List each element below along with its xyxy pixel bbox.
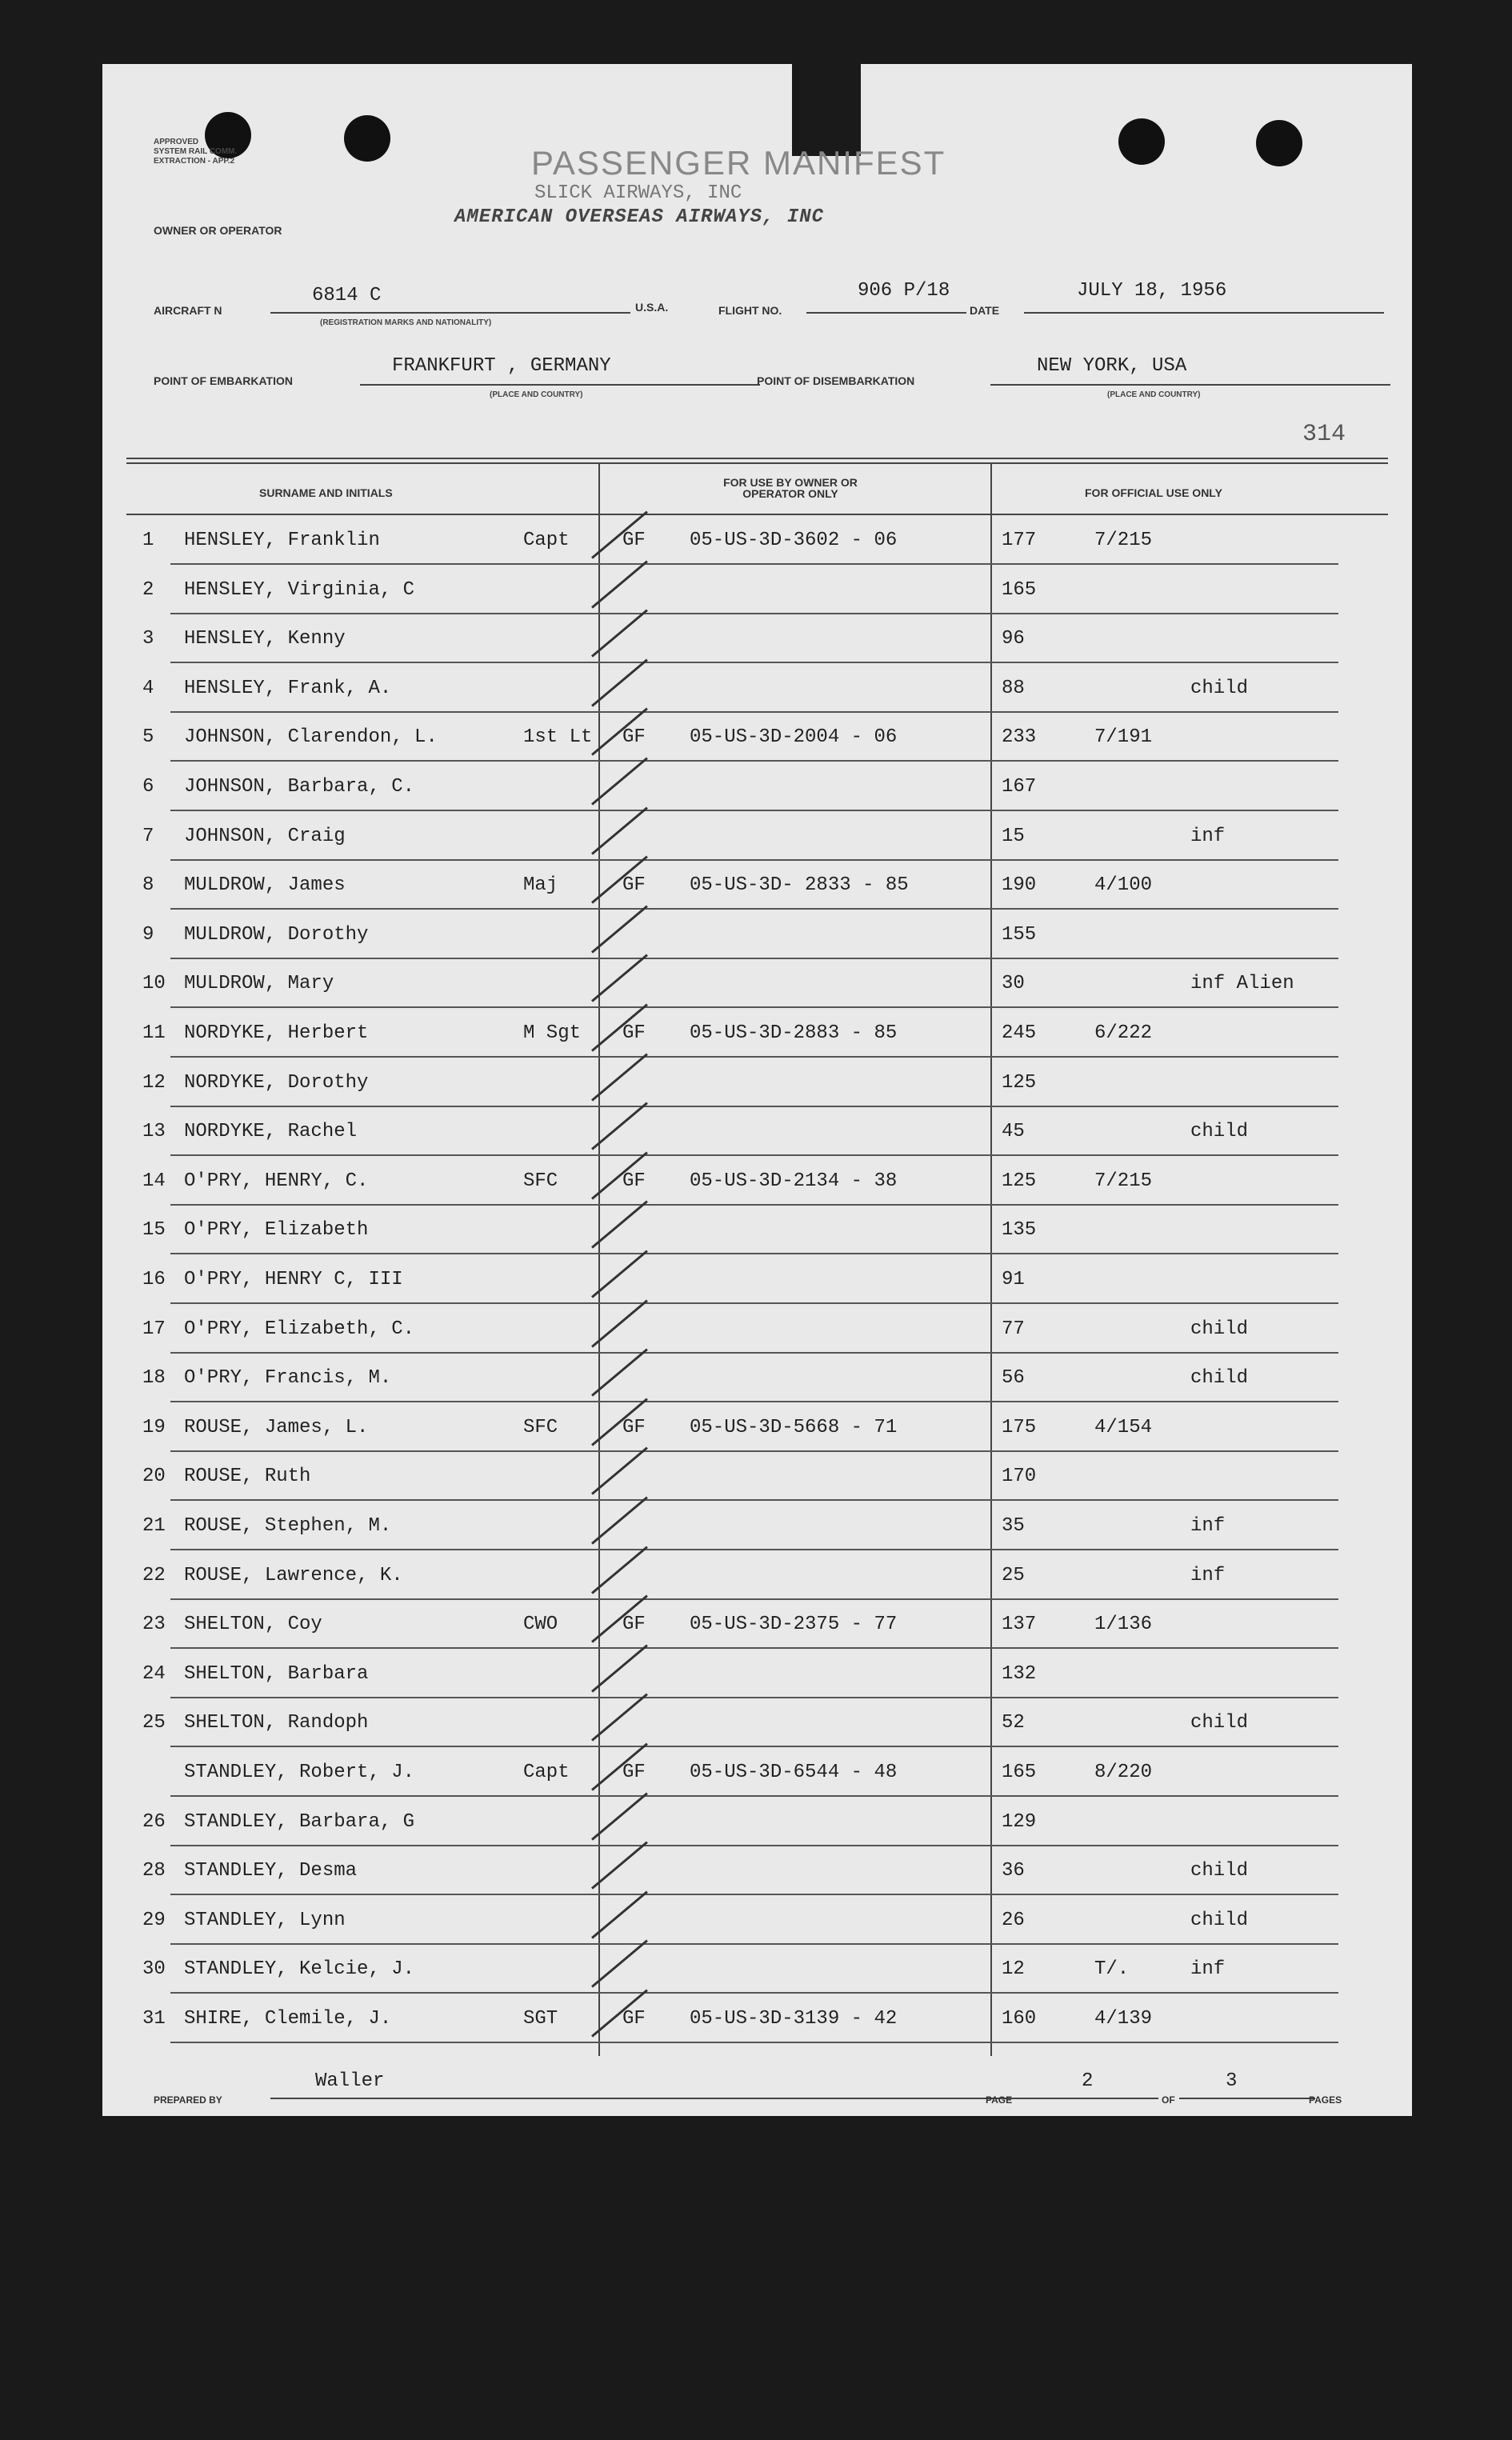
- cell-w: 125: [1002, 1071, 1037, 1094]
- punch-hole: [1118, 118, 1165, 165]
- cell-n: 20: [142, 1466, 166, 1488]
- cell-note: child: [1190, 1318, 1249, 1340]
- cell-n: 28: [142, 1860, 166, 1882]
- cell-w: 77: [1002, 1318, 1025, 1340]
- check-mark: [591, 1890, 648, 1938]
- cell-w: 155: [1002, 923, 1037, 946]
- cell-note: inf: [1190, 825, 1226, 847]
- cell-w: 190: [1002, 874, 1037, 897]
- cell-n: 13: [142, 1121, 166, 1143]
- cell-o: 7/191: [1094, 726, 1153, 749]
- flight-number: 906 P/18: [858, 280, 950, 302]
- table-row: [102, 1008, 1412, 1058]
- cell-o: 7/215: [1094, 530, 1153, 551]
- table-row: [102, 1944, 1412, 1994]
- table-row: [102, 1649, 1412, 1698]
- cell-n: 24: [142, 1662, 166, 1685]
- cell-w: 36: [1002, 1860, 1025, 1882]
- table-row: [102, 1254, 1412, 1304]
- cell-n: 5: [142, 726, 154, 749]
- cell-n: 26: [142, 1810, 166, 1833]
- cell-name: NORDYKE, Dorothy: [184, 1071, 369, 1094]
- underline: [1179, 2098, 1315, 2099]
- check-mark: [591, 560, 648, 608]
- table-row: [102, 565, 1412, 614]
- cell-name: JOHNSON, Barbara, C.: [184, 776, 415, 798]
- cell-name: NORDYKE, Rachel: [184, 1121, 358, 1143]
- of-label: OF: [1162, 2094, 1175, 2106]
- cell-n: 15: [142, 1219, 166, 1242]
- cell-note: inf Alien: [1190, 973, 1294, 995]
- cell-o: 4/139: [1094, 2008, 1153, 2030]
- cell-code: 05-US-3D-3602 - 06: [690, 530, 898, 551]
- cell-note: child: [1190, 1909, 1249, 1931]
- cell-n: 21: [142, 1515, 166, 1537]
- manifest-page: [102, 64, 1412, 2116]
- cell-note: inf: [1190, 1515, 1226, 1537]
- table-row: [102, 762, 1412, 811]
- cell-w: 45: [1002, 1121, 1025, 1143]
- cell-name: STANDLEY, Desma: [184, 1860, 358, 1882]
- cell-note: child: [1190, 1860, 1249, 1882]
- cell-n: 6: [142, 776, 154, 798]
- cell-o: 6/222: [1094, 1022, 1153, 1044]
- table-row: [102, 1550, 1412, 1600]
- table-row: [102, 1895, 1412, 1945]
- table-row: [102, 1058, 1412, 1107]
- pages-label: PAGES: [1309, 2094, 1342, 2106]
- registration-note: (REGISTRATION MARKS AND NATIONALITY): [320, 318, 492, 327]
- check-mark: [591, 1940, 648, 1988]
- cell-code: 05-US-3D-6544 - 48: [690, 1762, 898, 1783]
- check-mark: [591, 1644, 648, 1692]
- cell-w: 26: [1002, 1909, 1025, 1931]
- aircraft-number: 6814 C: [312, 285, 382, 306]
- cell-name: O'PRY, Elizabeth: [184, 1219, 369, 1242]
- cell-name: HENSLEY, Franklin: [184, 530, 380, 551]
- cell-w: 91: [1002, 1269, 1025, 1290]
- table-row: [102, 1451, 1412, 1501]
- cell-o: 8/220: [1094, 1762, 1153, 1783]
- table-row: [102, 1156, 1412, 1206]
- cell-note: child: [1190, 1121, 1249, 1143]
- cell-w: 165: [1002, 578, 1037, 601]
- page-stamp: 314: [1302, 421, 1346, 448]
- cell-name: SHELTON, Randoph: [184, 1712, 369, 1734]
- underline: [270, 2098, 1158, 2099]
- cell-code: 05-US-3D- 2833 - 85: [690, 874, 909, 897]
- cell-name: HENSLEY, Frank, A.: [184, 677, 392, 699]
- cell-w: 96: [1002, 628, 1025, 650]
- table-row: [102, 1353, 1412, 1402]
- disembark-value: NEW YORK, USA: [1037, 355, 1187, 377]
- table-row: [102, 614, 1412, 663]
- cell-name: MULDROW, Dorothy: [184, 923, 369, 946]
- cell-rank: M Sgt: [523, 1022, 582, 1044]
- cell-n: 10: [142, 973, 166, 995]
- flight-date: JULY 18, 1956: [1077, 280, 1227, 302]
- cell-gf: GF: [622, 1022, 646, 1044]
- table-row: [102, 958, 1412, 1008]
- cell-gf: GF: [622, 1416, 646, 1438]
- table-row: [102, 1501, 1412, 1550]
- cell-w: 15: [1002, 825, 1025, 847]
- cell-gf: GF: [622, 1170, 646, 1192]
- cell-w: 12: [1002, 1958, 1025, 1981]
- check-mark: [591, 1694, 648, 1742]
- table-row: [102, 1599, 1412, 1649]
- usa-label: U.S.A.: [635, 301, 669, 314]
- cell-n: 1: [142, 530, 154, 551]
- cell-name: ROUSE, James, L.: [184, 1416, 369, 1438]
- table-row: [102, 1846, 1412, 1895]
- punch-hole: [344, 115, 390, 162]
- cell-o: T/.: [1094, 1958, 1130, 1981]
- cell-code: 05-US-3D-2883 - 85: [690, 1022, 898, 1044]
- cell-w: 135: [1002, 1219, 1037, 1242]
- cell-name: NORDYKE, Herbert: [184, 1022, 369, 1044]
- cell-gf: GF: [622, 874, 646, 897]
- check-mark: [591, 1842, 648, 1890]
- check-mark: [591, 905, 648, 953]
- cell-o: 7/215: [1094, 1170, 1153, 1192]
- check-mark: [591, 1792, 648, 1840]
- cell-note: child: [1190, 1367, 1249, 1390]
- table-row: [102, 663, 1412, 713]
- cell-n: 19: [142, 1416, 166, 1438]
- check-mark: [591, 1053, 648, 1101]
- cell-gf: GF: [622, 2008, 646, 2030]
- owner-label: OWNER OR OPERATOR: [154, 224, 282, 237]
- cell-w: 177: [1002, 530, 1037, 551]
- cell-name: SHELTON, Coy: [184, 1614, 322, 1636]
- cell-code: 05-US-3D-2375 - 77: [690, 1614, 898, 1636]
- page-total: 3: [1226, 2070, 1238, 2092]
- table-row: [102, 1698, 1412, 1747]
- cell-name: SHIRE, Clemile, J.: [184, 2008, 392, 2030]
- check-mark: [591, 954, 648, 1002]
- row-rule: [170, 2042, 1338, 2043]
- underline: [806, 312, 966, 314]
- cell-rank: Capt: [523, 530, 570, 551]
- page-title: PASSENGER MANIFEST: [531, 144, 946, 182]
- cell-name: ROUSE, Lawrence, K.: [184, 1564, 403, 1586]
- underline: [360, 384, 760, 386]
- table-row: [102, 1994, 1412, 2043]
- cell-name: ROUSE, Ruth: [184, 1466, 311, 1488]
- table-row: [102, 811, 1412, 861]
- flight-label: FLIGHT NO.: [718, 304, 782, 317]
- cell-w: 30: [1002, 973, 1025, 995]
- cell-w: 125: [1002, 1170, 1037, 1192]
- cell-n: 4: [142, 677, 154, 699]
- cell-n: 23: [142, 1614, 166, 1636]
- cell-note: inf: [1190, 1564, 1226, 1586]
- cell-w: 245: [1002, 1022, 1037, 1044]
- check-mark: [591, 1546, 648, 1594]
- aircraft-label: AIRCRAFT N: [154, 304, 222, 317]
- cell-w: 170: [1002, 1466, 1037, 1488]
- cell-name: HENSLEY, Kenny: [184, 628, 346, 650]
- check-mark: [591, 758, 648, 806]
- cell-n: 22: [142, 1564, 166, 1586]
- cell-w: 137: [1002, 1614, 1037, 1636]
- cell-n: 9: [142, 923, 154, 946]
- check-mark: [591, 1201, 648, 1249]
- check-mark: [591, 1497, 648, 1545]
- cell-n: 2: [142, 578, 154, 601]
- cell-note: inf: [1190, 1958, 1226, 1981]
- cell-note: child: [1190, 677, 1249, 699]
- check-mark: [591, 1447, 648, 1495]
- cell-w: 160: [1002, 2008, 1037, 2030]
- embark-value: FRANKFURT , GERMANY: [392, 355, 611, 377]
- cell-o: 4/154: [1094, 1416, 1153, 1438]
- cell-o: 1/136: [1094, 1614, 1153, 1636]
- embark-label: POINT OF EMBARKATION: [154, 374, 293, 387]
- table-row: [102, 1106, 1412, 1156]
- check-mark: [591, 658, 648, 706]
- cell-w: 175: [1002, 1416, 1037, 1438]
- disembark-label: POINT OF DISEMBARKATION: [757, 374, 915, 387]
- table-row: [102, 910, 1412, 959]
- cell-w: 52: [1002, 1712, 1025, 1734]
- cell-name: O'PRY, Elizabeth, C.: [184, 1318, 415, 1340]
- carrier-overtype: AMERICAN OVERSEAS AIRWAYS, INC: [454, 206, 825, 228]
- cell-w: 56: [1002, 1367, 1025, 1390]
- underline: [270, 312, 630, 314]
- cell-name: STANDLEY, Barbara, G: [184, 1810, 415, 1833]
- cell-rank: SFC: [523, 1170, 558, 1192]
- table-top-rule: [126, 458, 1388, 459]
- cell-name: JOHNSON, Craig: [184, 825, 346, 847]
- cell-gf: GF: [622, 1614, 646, 1636]
- approval-note: APPROVED SYSTEM RAIL COMM. EXTRACTION - APP.2: [154, 138, 238, 166]
- table-row: [102, 712, 1412, 762]
- cell-w: 25: [1002, 1564, 1025, 1586]
- cell-name: O'PRY, HENRY, C.: [184, 1170, 369, 1192]
- cell-n: 8: [142, 874, 154, 897]
- cell-w: 233: [1002, 726, 1037, 749]
- cell-name: STANDLEY, Kelcie, J.: [184, 1958, 415, 1981]
- cell-name: JOHNSON, Clarendon, L.: [184, 726, 438, 749]
- cell-rank: Maj: [523, 874, 558, 897]
- cell-n: 12: [142, 1071, 166, 1094]
- cell-n: 3: [142, 628, 154, 650]
- place-note-2: (PLACE AND COUNTRY): [1107, 390, 1201, 399]
- cell-name: STANDLEY, Robert, J.: [184, 1762, 415, 1783]
- cell-n: 29: [142, 1909, 166, 1931]
- table-row: [102, 1402, 1412, 1452]
- cell-gf: GF: [622, 726, 646, 749]
- prepared-by: Waller: [315, 2070, 385, 2092]
- check-mark: [591, 1250, 648, 1298]
- table-row: [102, 1747, 1412, 1797]
- prepared-label: PREPARED BY: [154, 2094, 222, 2106]
- cell-n: 7: [142, 825, 154, 847]
- table-row: [102, 860, 1412, 910]
- page-number: 2: [1082, 2070, 1094, 2092]
- cell-code: 05-US-3D-5668 - 71: [690, 1416, 898, 1438]
- check-mark: [591, 610, 648, 658]
- col-official-header: FOR OFFICIAL USE ONLY: [1085, 486, 1222, 499]
- carrier-name: SLICK AIRWAYS, INC: [534, 182, 742, 204]
- cell-name: MULDROW, Mary: [184, 973, 334, 995]
- check-mark: [591, 1349, 648, 1397]
- underline: [1024, 312, 1384, 314]
- cell-gf: GF: [622, 530, 646, 551]
- cell-n: 18: [142, 1367, 166, 1390]
- cell-n: 17: [142, 1318, 166, 1340]
- cell-n: 16: [142, 1269, 166, 1290]
- punch-hole: [1256, 120, 1302, 166]
- col-owner-header: FOR USE BY OWNER OR OPERATOR ONLY: [723, 476, 858, 500]
- cell-rank: CWO: [523, 1614, 558, 1636]
- cell-o: 4/100: [1094, 874, 1153, 897]
- cell-w: 129: [1002, 1810, 1037, 1833]
- cell-name: STANDLEY, Lynn: [184, 1909, 346, 1931]
- cell-n: 14: [142, 1170, 166, 1192]
- table-top-rule: [126, 462, 1388, 464]
- cell-code: 05-US-3D-2134 - 38: [690, 1170, 898, 1192]
- cell-code: 05-US-3D-2004 - 06: [690, 726, 898, 749]
- cell-name: HENSLEY, Virginia, C: [184, 578, 415, 601]
- underline: [990, 384, 1390, 386]
- cell-code: 05-US-3D-3139 - 42: [690, 2008, 898, 2030]
- table-row: [102, 1205, 1412, 1254]
- cell-rank: Capt: [523, 1762, 570, 1783]
- cell-n: 31: [142, 2008, 166, 2030]
- cell-gf: GF: [622, 1762, 646, 1783]
- check-mark: [591, 1299, 648, 1347]
- cell-n: 25: [142, 1712, 166, 1734]
- cell-w: 165: [1002, 1762, 1037, 1783]
- table-row: [102, 1797, 1412, 1846]
- cell-w: 88: [1002, 677, 1025, 699]
- col-surname-header: SURNAME AND INITIALS: [259, 486, 393, 499]
- cell-rank: 1st Lt: [523, 726, 593, 749]
- cell-n: 11: [142, 1022, 166, 1044]
- cell-name: ROUSE, Stephen, M.: [184, 1515, 392, 1537]
- table-row: [102, 515, 1412, 565]
- date-label: DATE: [970, 304, 1000, 317]
- cell-rank: SGT: [523, 2008, 558, 2030]
- cell-w: 132: [1002, 1662, 1037, 1685]
- cell-name: MULDROW, James: [184, 874, 346, 897]
- check-mark: [591, 1102, 648, 1150]
- binder-clip: [792, 64, 861, 156]
- check-mark: [591, 806, 648, 854]
- cell-name: SHELTON, Barbara: [184, 1662, 369, 1685]
- place-note: (PLACE AND COUNTRY): [490, 390, 583, 399]
- cell-name: O'PRY, Francis, M.: [184, 1367, 392, 1390]
- table-row: [102, 1304, 1412, 1354]
- cell-name: O'PRY, HENRY C, III: [184, 1269, 403, 1290]
- cell-rank: SFC: [523, 1416, 558, 1438]
- cell-note: child: [1190, 1712, 1249, 1734]
- cell-w: 35: [1002, 1515, 1025, 1537]
- cell-w: 167: [1002, 776, 1037, 798]
- page-label: PAGE: [986, 2094, 1013, 2106]
- cell-n: 30: [142, 1958, 166, 1981]
